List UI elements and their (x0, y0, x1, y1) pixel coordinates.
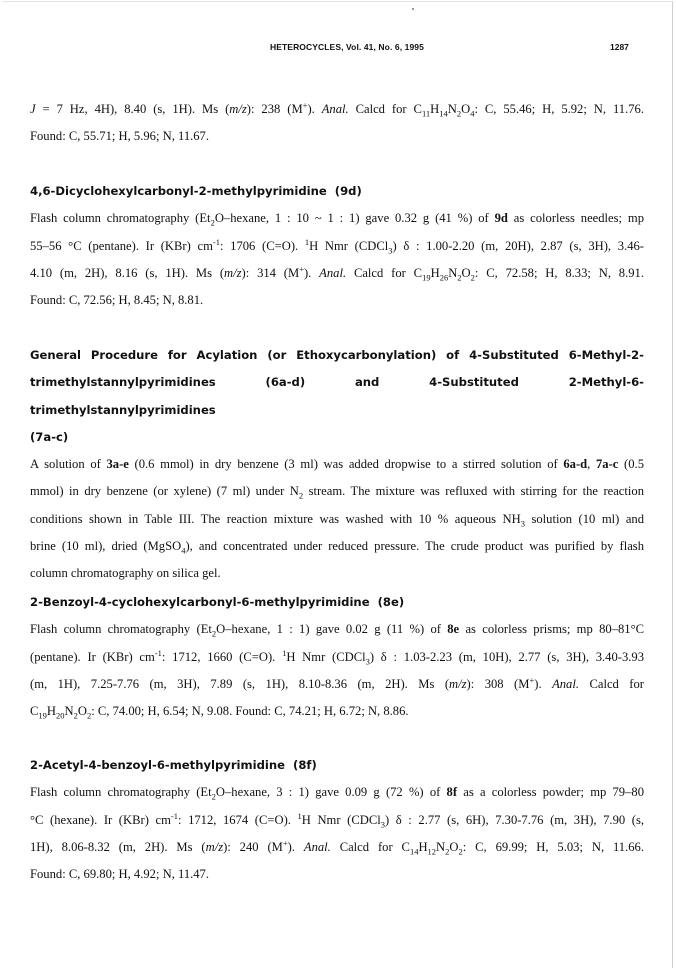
text-line: Flash column chromatography ($Et_2O$–hexane, 1 : 10 ~ 1 : 1) gave 0.32 g (41 %) of 9d as colorless needles; mp (30, 211, 644, 228)
text-line: (pentane). Ir (KBr) $cm^{-1}$: 1712, 1660 (C=O). $^1$H Nmr (CDCl$_3$) δ : 1.03-2.23 (m, 10H), 2.77 (s, 3H), 3.40-3.93 (30, 647, 644, 667)
text-line: conditions shown in Table III. The reaction mixture was washed with 10 % aqueous $NH_3$ solution (10 ml) and (30, 511, 645, 529)
continued-paragraph (30, 96, 644, 151)
text-line: 55–56 °C (pentane). Ir (KBr) $cm^{-1}$: 1706 (C=O). $^1$H Nmr (CDCl$_3$) δ : 1.00-2.20 (m, 20H), 2.87 (s, 3H), 3.46- (30, 236, 644, 256)
procedure-heading: (7a-c) (30, 429, 69, 444)
text-line: Found: C, 55.71; H, 5.96; N, 11.67. (30, 129, 210, 144)
text-line: J = 7 Hz, 4H), 8.40 (s, 1H). Ms (m/z): 238 (M+). Anal. Calcd for $C_{11}H_{14}N_2O_4$: C, 55.46; H, 5.92; N, 11.76. (30, 99, 644, 119)
text-line: Found: C, 72.56; H, 8.45; N, 8.81. (30, 293, 204, 308)
text-line: Flash column chromatography ($Et_2O$–hexane, 1 : 1) gave 0.02 g (11 %) of 8e as colorless prisms; mp 80–81°C (30, 622, 644, 639)
text-line: column chromatography on silica gel. (30, 566, 221, 581)
text-line: (m, 1H), 7.25-7.76 (m, 3H), 7.89 (s, 1H), 8.10-8.36 (m, 2H). Ms (m/z): 308 (M+). Anal. Calcd for (30, 674, 644, 691)
text-line: Flash column chromatography ($Et_2O$–hexane, 3 : 1) gave 0.09 g (72 %) of 8f as a colorless powder; mp 79–80 (30, 785, 644, 802)
text-line: mmol) in dry benzene (or xylene) (7 ml) under $N_2$ stream. The mixture was refluxed with stirring for the reaction (30, 484, 644, 501)
compound-heading: 2-Acetyl-4-benzoyl-6-methylpyrimidine (8f) (30, 758, 317, 772)
running-header: HETEROCYCLES, Vol. 41, No. 6, 1995 (270, 42, 424, 52)
text-line: $C_{19}H_{20}N_2O_2$: C, 74.00; H, 6.54; N, 9.08. Found: C, 74.21; H, 6.72; N, 8.86. (30, 704, 409, 721)
text-line: A solution of 3a-e (0.6 mmol) in dry benzene (3 ml) was added dropwise to a stirred solution of 6a-d, 7a-c (0.5 (30, 457, 644, 472)
text-line: 1H), 8.06-8.32 (m, 2H). Ms (m/z): 240 (M+). Anal. Calcd for $C_{14}H_{12}N_2O_2$: C, 69.99; H, 5.03; N, 11.66. (30, 837, 644, 857)
text-line: Found: C, 69.80; H, 4.92; N, 11.47. (30, 867, 210, 882)
compound-8e-section (30, 589, 644, 725)
text-line: °C (hexane). Ir (KBr) $cm^{-1}$: 1712, 1674 (C=O). $^1$H Nmr (CDCl$_3$) δ : 2.77 (s, 6H), 7.30-7.76 (m, 3H), 7.90 (s, (30, 810, 645, 830)
procedure-heading: General Procedure for Acylation (or Ethoxycarbonylation) of 4-Substituted 6-Methyl-2- (30, 348, 644, 362)
text-line: brine (10 ml), dried (MgSO$_4$), and concentrated under reduced pressure. The crude product was purified by flash (30, 539, 645, 556)
procedure-heading: trimethylstannylpyrimidines (6a-d) and 4-Substituted 2-Methyl-6-trimethylstannylpyrimidines (30, 375, 644, 417)
general-procedure-section (30, 342, 644, 588)
text-line: 4.10 (m, 2H), 8.16 (s, 1H). Ms (m/z): 314 (M+). Anal. Calcd for $C_{19}H_{26}N_2O_2$: C, 72.58; H, 8.33; N, 8.91. (30, 263, 644, 283)
compound-heading: 2-Benzoyl-4-cyclohexylcarbonyl-6-methylpyrimidine (8e) (30, 595, 405, 609)
scan-speck (412, 8, 414, 10)
compound-heading: 4,6-Dicyclohexylcarbonyl-2-methylpyrimidine (9d) (30, 184, 362, 198)
compound-8f-section (30, 752, 644, 888)
compound-9d-section (30, 178, 644, 314)
page-number: 1287 (610, 42, 629, 52)
